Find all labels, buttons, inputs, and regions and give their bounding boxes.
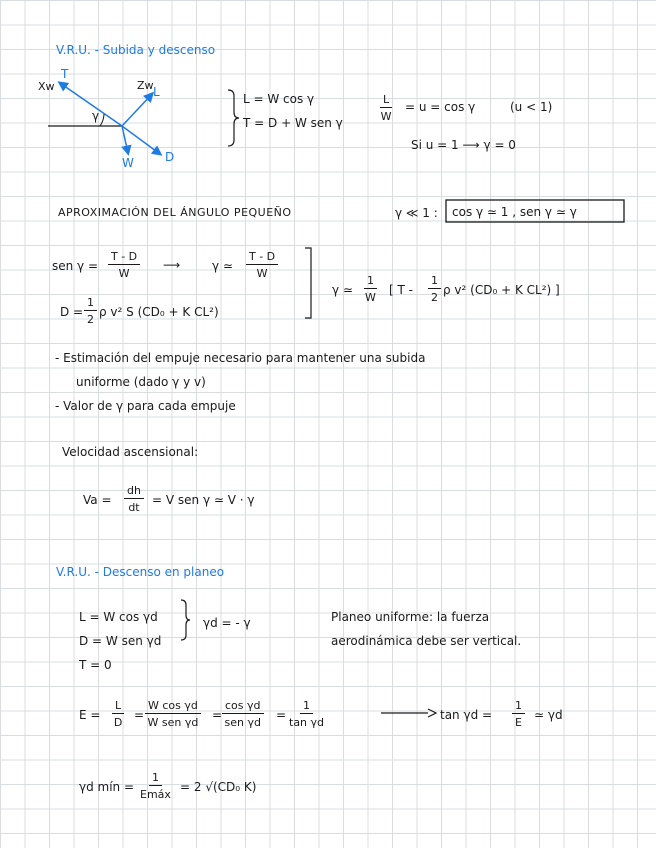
frac-half-2: [428, 275, 441, 303]
vel-label: Velocidad ascensional:: [62, 445, 199, 459]
drag-polar: ρ v² S (CD₀ + K CL²): [99, 305, 219, 319]
frac-num: 1: [300, 700, 313, 714]
label-w: W: [122, 156, 134, 170]
eq-sign: =: [276, 708, 287, 722]
frac-num: 1: [84, 297, 97, 311]
gmin-rest: = 2 √(CD₀ K): [180, 780, 257, 794]
frac-num: 1: [364, 275, 377, 289]
label-t: T: [61, 67, 69, 81]
tan-rest: ≃ γd: [534, 708, 563, 722]
frac-one-e: [512, 700, 525, 728]
cond-u-lt-1: (u < 1): [510, 100, 553, 114]
eq-lift: L = W cos γ: [243, 92, 315, 106]
eq-sign: =: [134, 708, 145, 722]
frac-den: sen γd: [224, 716, 261, 729]
efficiency-lhs: E =: [79, 708, 101, 722]
frac-num: L: [380, 94, 392, 108]
result-lhs: γ ≃: [332, 283, 353, 297]
frac-one-tan: [289, 700, 324, 728]
si-u-eq-1: Si u = 1 ⟶ γ = 0: [411, 138, 516, 152]
frac-den: 2: [431, 291, 438, 304]
frac-num: cos γd: [222, 700, 264, 714]
frac-one-emax: [140, 772, 171, 800]
frac-den: E: [515, 716, 522, 729]
frac-l-d: [112, 700, 124, 728]
eq-drag-glide: D = W sen γd: [79, 634, 162, 648]
thrust-vector: [60, 83, 122, 126]
frac-t-minus-d: [108, 251, 140, 279]
section-title-subida: V.R.U. - Subida y descenso: [56, 43, 216, 57]
drag-lhs: D =: [60, 305, 84, 319]
frac-num: dh: [124, 485, 144, 499]
frac-den: 2: [87, 313, 94, 326]
bullet-1-cont: uniforme (dado γ y v): [76, 375, 206, 389]
gmin-lhs: γd mín =: [79, 780, 135, 794]
bullet-1: - Estimación del empuje necesario para mantener una subida: [55, 351, 426, 365]
eq-load-factor: = u = cos γ: [405, 100, 476, 114]
tan-lhs: tan γd =: [440, 708, 493, 722]
label-l: L: [153, 85, 160, 99]
result-b: ρ v² (CD₀ + K CL²) ]: [443, 283, 560, 297]
brace-1: [228, 90, 239, 146]
label-xw: Xw: [38, 80, 55, 93]
boxed-approx: cos γ ≃ 1 , sen γ ≃ γ: [452, 205, 577, 219]
frac-half: [84, 297, 97, 325]
result-a: [ T -: [389, 283, 413, 297]
bullet-2: - Valor de γ para cada empuje: [55, 399, 236, 413]
frac-num: T - D: [108, 251, 140, 265]
frac-den: W: [380, 110, 392, 123]
frac-cos-sen: [222, 700, 264, 728]
frac-den: W: [256, 267, 268, 280]
note-line-2: aerodinámica debe ser vertical.: [331, 634, 522, 648]
frac-num: L: [112, 700, 124, 714]
frac-den: D: [113, 716, 123, 729]
frac-den: Emáx: [140, 788, 171, 801]
eq-thrust-zero: T = 0: [79, 658, 112, 672]
arrow-head: [428, 709, 436, 717]
frac-den: tan γd: [289, 716, 325, 729]
frac-den: dt: [128, 501, 140, 514]
frac-dh-dt: [124, 485, 144, 513]
section-title-approx: APROXIMACIÓN DEL ÁNGULO PEQUEÑO: [58, 206, 292, 219]
angle-arc: [100, 114, 104, 126]
bracket-2: [305, 248, 311, 318]
frac-den: W: [118, 267, 130, 280]
brace-3: [181, 600, 190, 640]
eq-thrust: T = D + W sen γ: [243, 116, 343, 130]
note-line-1: Planeo uniforme: la fuerza: [331, 610, 490, 624]
frac-num: T - D: [246, 251, 278, 265]
frac-wcos-wsen: [145, 700, 201, 728]
frac-num: 1: [512, 700, 525, 714]
cond-gamma-small: γ ≪ 1 :: [395, 206, 438, 220]
frac-l-over-w: [380, 94, 392, 122]
frac-num: 1: [149, 772, 162, 786]
eq-gamma-d: γd = - γ: [203, 616, 251, 630]
frac-den: W sen γd: [147, 716, 199, 729]
frac-t-minus-d-2: [246, 251, 278, 279]
frac-one-over-w: [364, 275, 377, 303]
label-zw: Zw: [137, 79, 154, 92]
vel-lhs: Va =: [83, 493, 112, 507]
vel-rest: = V sen γ ≃ V · γ: [152, 493, 255, 507]
frac-num: 1: [428, 275, 441, 289]
gamma-approx-lhs: γ ≃: [212, 259, 233, 273]
sen-lhs: sen γ =: [52, 259, 99, 273]
lift-vector: [122, 94, 152, 126]
label-gamma: γ: [92, 109, 100, 123]
frac-num: W cos γd: [145, 700, 201, 714]
frac-den: W: [365, 291, 376, 304]
eq-lift-glide: L = W cos γd: [79, 610, 158, 624]
section-title-planeo: V.R.U. - Descenso en planeo: [56, 565, 225, 579]
arrow-glyph: ⟶: [163, 258, 181, 272]
eq-sign: =: [212, 708, 223, 722]
label-d: D: [165, 150, 175, 164]
